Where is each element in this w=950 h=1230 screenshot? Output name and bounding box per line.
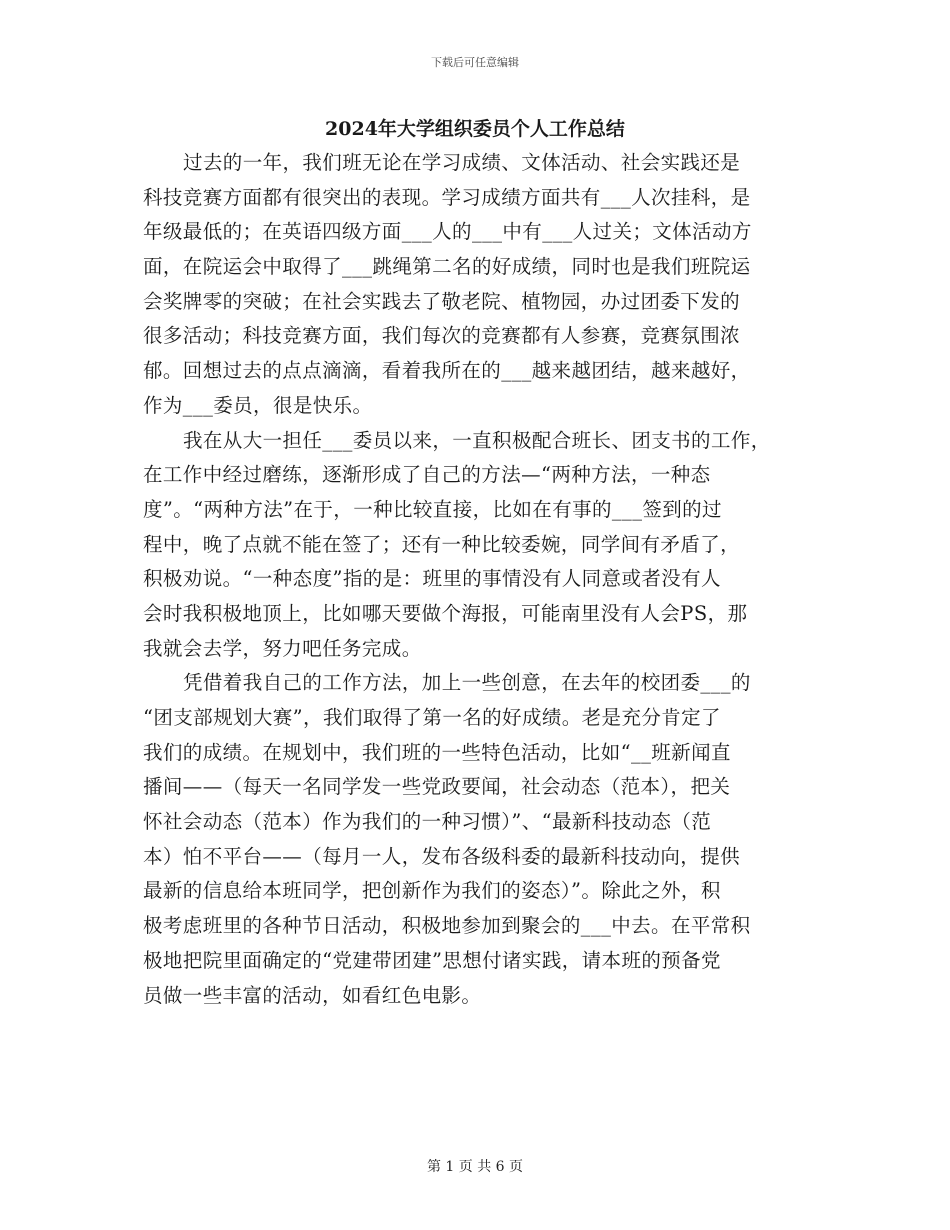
paragraph [143, 424, 813, 667]
text-line: 极考虑班里的各种节日活动，积极地参加到聚会的___中去。在平常积 [143, 914, 751, 938]
page-footer: 第 1 页 共 6 页 [426, 1159, 524, 1175]
text-line: 极地把院里面确定的“党建带团建”思想付诸实践，请本班的预备党 [143, 948, 721, 972]
text-line: 作为___委员，很是快乐。 [143, 393, 373, 417]
text-line: 我在从大一担任___委员以来，一直积极配合班长、团支书的工作， [183, 428, 771, 452]
text-line: 在工作中经过磨练，逐渐形成了自己的方法—“两种方法，一种态 [143, 463, 711, 487]
text-line: 员做一些丰富的活动，如看红色电影。 [143, 983, 482, 1007]
paragraph [143, 146, 813, 424]
text-line: 很多活动；科技竞赛方面，我们每次的竞赛都有人参赛，竞赛氛围浓 [143, 324, 741, 348]
text-line: 我们的成绩。在规划中，我们班的一些特色活动，比如“__班新闻直 [143, 740, 731, 764]
document-title: 2024年大学组织委员个人工作总结 [325, 118, 625, 140]
document-body [143, 146, 813, 1013]
text-line: 怀社会动态（范本）作为我们的一种习惯）”、“最新科技动态（范 [143, 810, 712, 834]
text-line: 会时我积极地顶上，比如哪天要做个海报，可能南里没有人会PS，那 [143, 601, 748, 625]
text-line: 程中，晚了点就不能在签了；还有一种比较委婉，同学间有矛盾了， [143, 532, 741, 556]
text-line: 科技竞赛方面都有很突出的表现。学习成绩方面共有___人次挂科，是 [143, 185, 751, 209]
text-line: 面，在院运会中取得了___跳绳第二名的好成绩，同时也是我们班院运 [143, 255, 751, 279]
text-line: 我就会去学，努力吧任务完成。 [143, 636, 422, 660]
paragraph [143, 666, 813, 1013]
text-line: 过去的一年，我们班无论在学习成绩、文体活动、社会实践还是 [183, 151, 741, 174]
text-line: 最新的信息给本班同学，把创新作为我们的姿态）”。除此之外，积 [143, 879, 721, 903]
text-line: 度”。“两种方法”在于，一种比较直接，比如在有事的___签到的过 [143, 497, 722, 521]
text-line: 会奖牌零的突破；在社会实践去了敬老院、植物园，办过团委下发的 [143, 289, 741, 313]
text-line: 积极劝说。“一种态度”指的是：班里的事情没有人同意或者没有人 [143, 567, 721, 591]
text-line: 郁。回想过去的点点滴滴，看着我所在的___越来越团结，越来越好， [143, 359, 751, 383]
text-line: 凭借着我自己的工作方法，加上一些创意，在去年的校团委___的 [183, 671, 751, 695]
text-line: 本）怕不平台——（每月一人，发布各级科委的最新科技动向，提供 [143, 844, 741, 868]
text-line: 播间——（每天一名同学发一些党政要闻，社会动态（范本），把关 [143, 775, 731, 799]
text-line: “团支部规划大赛”，我们取得了第一名的好成绩。老是充分肯定了 [143, 706, 721, 729]
header-note: 下载后可任意编辑 [431, 56, 519, 69]
text-line: 年级最低的；在英语四级方面___人的___中有___人过关；文体活动方 [143, 220, 752, 244]
